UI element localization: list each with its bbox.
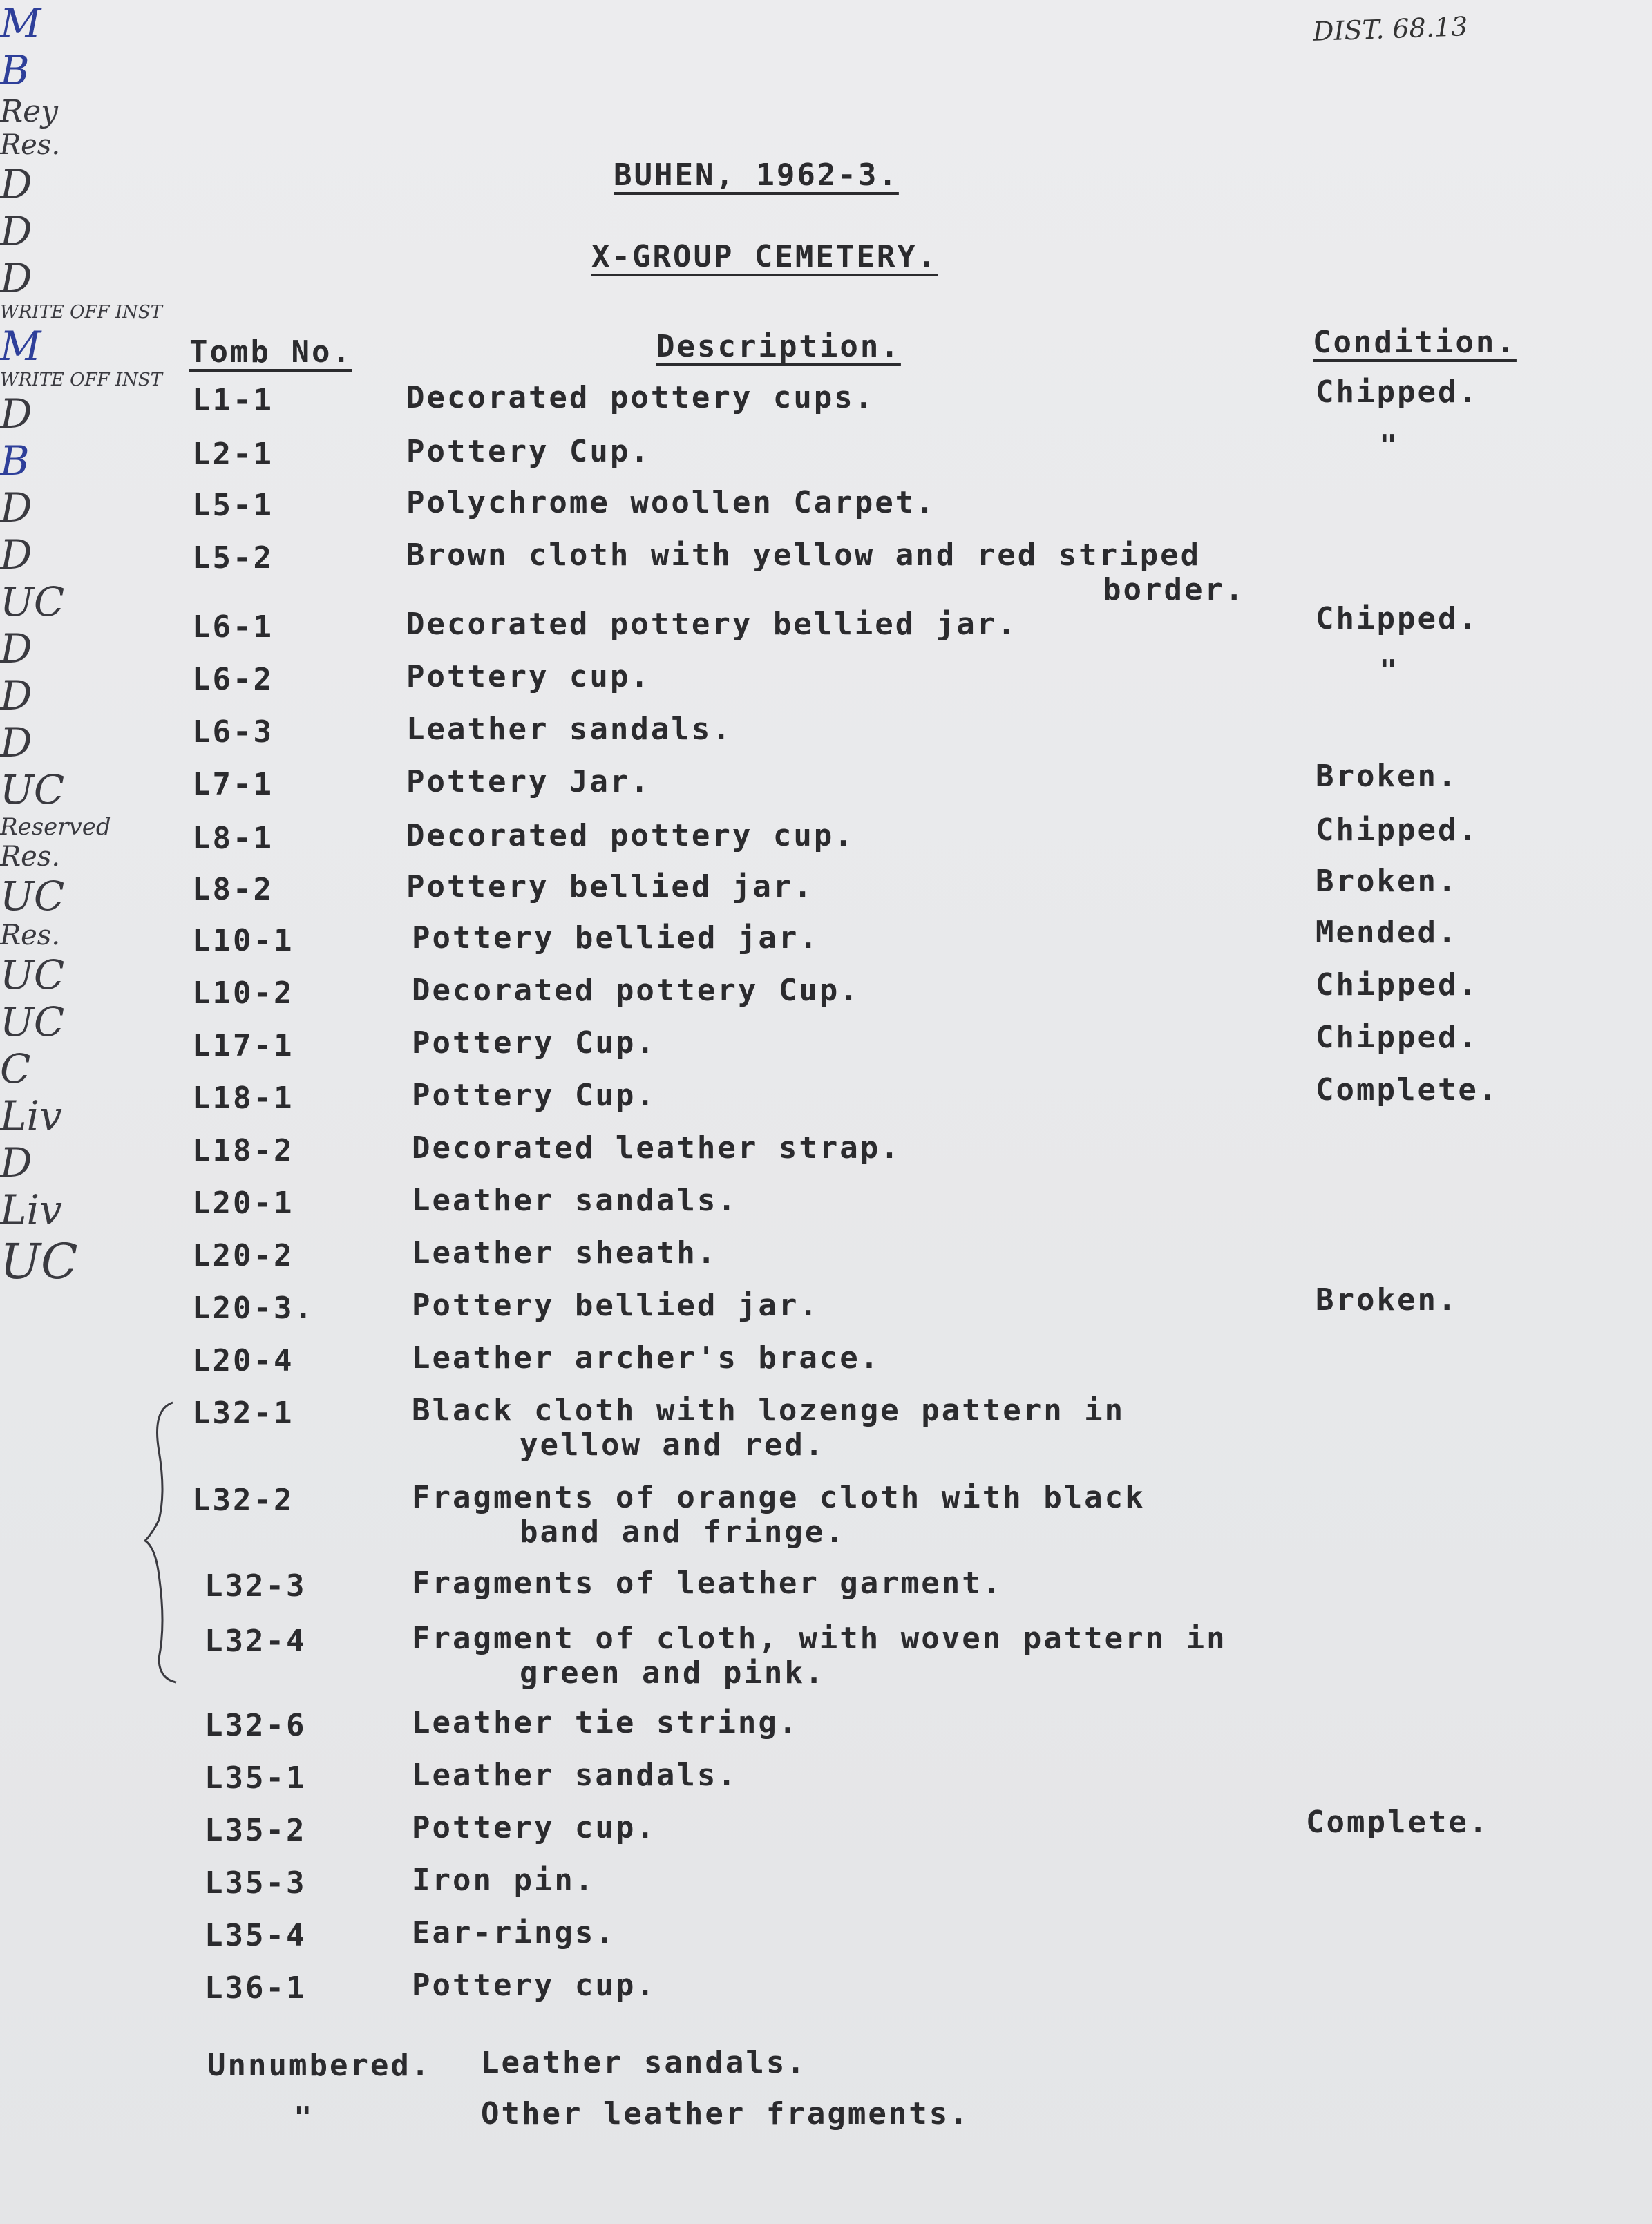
row-mark: Reserved (0, 813, 111, 841)
tomb-number: L32-3 (205, 1568, 307, 1604)
item-description: Black cloth with lozenge pattern in (412, 1393, 1126, 1428)
item-description: Leather sandals. (406, 712, 732, 747)
row-mark: WRITE OFF INST (0, 370, 162, 390)
row-mark: D (0, 255, 32, 302)
item-condition: Complete. (1306, 1805, 1490, 1840)
item-condition: Chipped. (1316, 374, 1479, 410)
tomb-number: L32-4 (205, 1624, 307, 1659)
item-description: Polychrome woollen Carpet. (406, 485, 936, 520)
item-description: Pottery Cup. (412, 1078, 656, 1113)
tomb-number: L8-1 (192, 821, 274, 856)
item-description: Brown cloth with yellow and red striped (406, 538, 1202, 573)
row-mark: D (0, 672, 32, 719)
tomb-number: L20-3. (192, 1291, 314, 1326)
tomb-number: L7-1 (192, 767, 274, 802)
tomb-number: L35-1 (205, 1760, 307, 1796)
row-mark: M (0, 0, 41, 47)
item-description: Iron pin. (412, 1863, 596, 1898)
item-description: Fragment of cloth, with woven pattern in (412, 1621, 1227, 1656)
row-mark: Rey (0, 94, 59, 129)
item-description: Pottery bellied jar. (406, 869, 814, 904)
row-mark: D (0, 208, 32, 255)
item-description-continued: green and pink. (520, 1655, 826, 1691)
item-description: Leather sandals. (412, 1183, 738, 1218)
header-condition: Condition. (1313, 325, 1517, 360)
item-description: Ear-rings. (412, 1915, 616, 1950)
item-condition: Broken. (1316, 864, 1459, 899)
item-description: Pottery cup. (412, 1968, 656, 2003)
row-mark: B (0, 47, 30, 94)
tomb-number: L10-1 (192, 923, 294, 958)
item-description-continued: yellow and red. (520, 1427, 826, 1463)
row-mark: D (0, 531, 32, 578)
item-description: Pottery bellied jar. (412, 1288, 819, 1323)
tomb-number: L20-2 (192, 1238, 294, 1273)
row-mark: C (0, 1045, 31, 1092)
item-description: Decorated pottery Cup. (412, 973, 860, 1008)
footer-ditto: " (294, 2100, 314, 2136)
item-description: Leather sandals. (412, 1758, 738, 1793)
tomb-number: L6-1 (192, 609, 274, 645)
reference-number: DIST. 68.13 (1312, 11, 1468, 47)
row-mark: D (0, 719, 32, 766)
footer-desc-1: Leather sandals. (481, 2045, 807, 2080)
item-condition: Chipped. (1316, 967, 1479, 1002)
row-mark: UC (0, 766, 65, 813)
tomb-number: L35-3 (205, 1865, 307, 1901)
tomb-number: L5-1 (192, 488, 274, 523)
item-description: Decorated pottery cups. (406, 380, 875, 415)
row-mark: UC (0, 998, 65, 1045)
row-mark: UC (0, 951, 65, 998)
tomb-number: L2-1 (192, 437, 274, 472)
footer-mark: UC (0, 1233, 78, 1290)
tomb-number: L6-2 (192, 662, 274, 697)
item-description: Decorated leather strap. (412, 1130, 901, 1166)
item-condition: Chipped. (1316, 1020, 1479, 1055)
tomb-number: L20-4 (192, 1343, 294, 1378)
row-mark: WRITE OFF INST (0, 302, 162, 323)
page-subtitle: X-GROUP CEMETERY. (591, 239, 938, 274)
tomb-number: L1-1 (192, 383, 274, 418)
row-mark: B (0, 437, 30, 484)
tomb-number: L5-2 (192, 540, 274, 576)
row-mark: UC (0, 578, 65, 625)
row-mark: M (0, 323, 41, 370)
item-description: Pottery cup. (406, 659, 651, 694)
item-description: Pottery Cup. (406, 434, 651, 469)
header-description: Description. (656, 329, 901, 364)
item-condition: Complete. (1316, 1072, 1499, 1108)
tomb-number: L32-2 (192, 1483, 294, 1518)
tomb-number: L8-2 (192, 872, 274, 907)
footer-unnumbered-label: Unnumbered. (207, 2048, 432, 2083)
item-condition: " (1379, 654, 1400, 689)
row-mark: D (0, 484, 32, 531)
item-description: Pottery Cup. (412, 1025, 656, 1061)
item-description: Decorated pottery cup. (406, 818, 855, 853)
item-description: Pottery cup. (412, 1810, 656, 1845)
row-mark: D (0, 1139, 32, 1186)
tomb-number: L36-1 (205, 1970, 307, 2006)
tomb-number: L32-6 (205, 1708, 307, 1743)
item-description-continued: border. (1103, 572, 1246, 607)
header-tomb-no: Tomb No. (189, 334, 352, 370)
item-condition: Chipped. (1316, 812, 1479, 848)
row-mark: Res. (0, 129, 61, 161)
item-description: Decorated pottery bellied jar. (406, 607, 1018, 642)
item-description-continued: band and fringe. (520, 1514, 846, 1550)
row-mark: D (0, 161, 32, 208)
item-condition: " (1379, 428, 1400, 464)
item-condition: Broken. (1316, 759, 1459, 794)
row-mark: UC (0, 873, 65, 920)
tomb-number: L32-1 (192, 1396, 294, 1431)
item-description: Pottery bellied jar. (412, 920, 819, 956)
item-description: Leather archer's brace. (412, 1340, 881, 1376)
item-description: Fragments of leather garment. (412, 1566, 1003, 1601)
handwritten-brace (138, 1396, 180, 1686)
row-mark: Liv (0, 1186, 62, 1233)
row-mark: D (0, 390, 32, 437)
item-condition: Chipped. (1316, 601, 1479, 636)
row-mark: Liv (0, 1092, 62, 1139)
item-condition: Broken. (1316, 1282, 1459, 1318)
row-mark: Res. (0, 841, 61, 873)
tomb-number: L17-1 (192, 1028, 294, 1063)
tomb-number: L10-2 (192, 976, 294, 1011)
tomb-number: L18-2 (192, 1133, 294, 1168)
row-mark: Res. (0, 920, 61, 951)
item-description: Leather tie string. (412, 1705, 799, 1740)
item-description: Pottery Jar. (406, 764, 651, 799)
tomb-number: L35-4 (205, 1918, 307, 1953)
tomb-number: L18-1 (192, 1081, 294, 1116)
page-title: BUHEN, 1962-3. (614, 158, 899, 193)
tomb-number: L35-2 (205, 1813, 307, 1848)
row-mark: D (0, 625, 32, 672)
item-description: Fragments of orange cloth with black (412, 1480, 1146, 1515)
footer-desc-2: Other leather fragments. (481, 2096, 970, 2131)
tomb-number: L6-3 (192, 714, 274, 750)
item-description: Leather sheath. (412, 1235, 718, 1271)
item-condition: Mended. (1316, 915, 1459, 950)
tomb-number: L20-1 (192, 1186, 294, 1221)
